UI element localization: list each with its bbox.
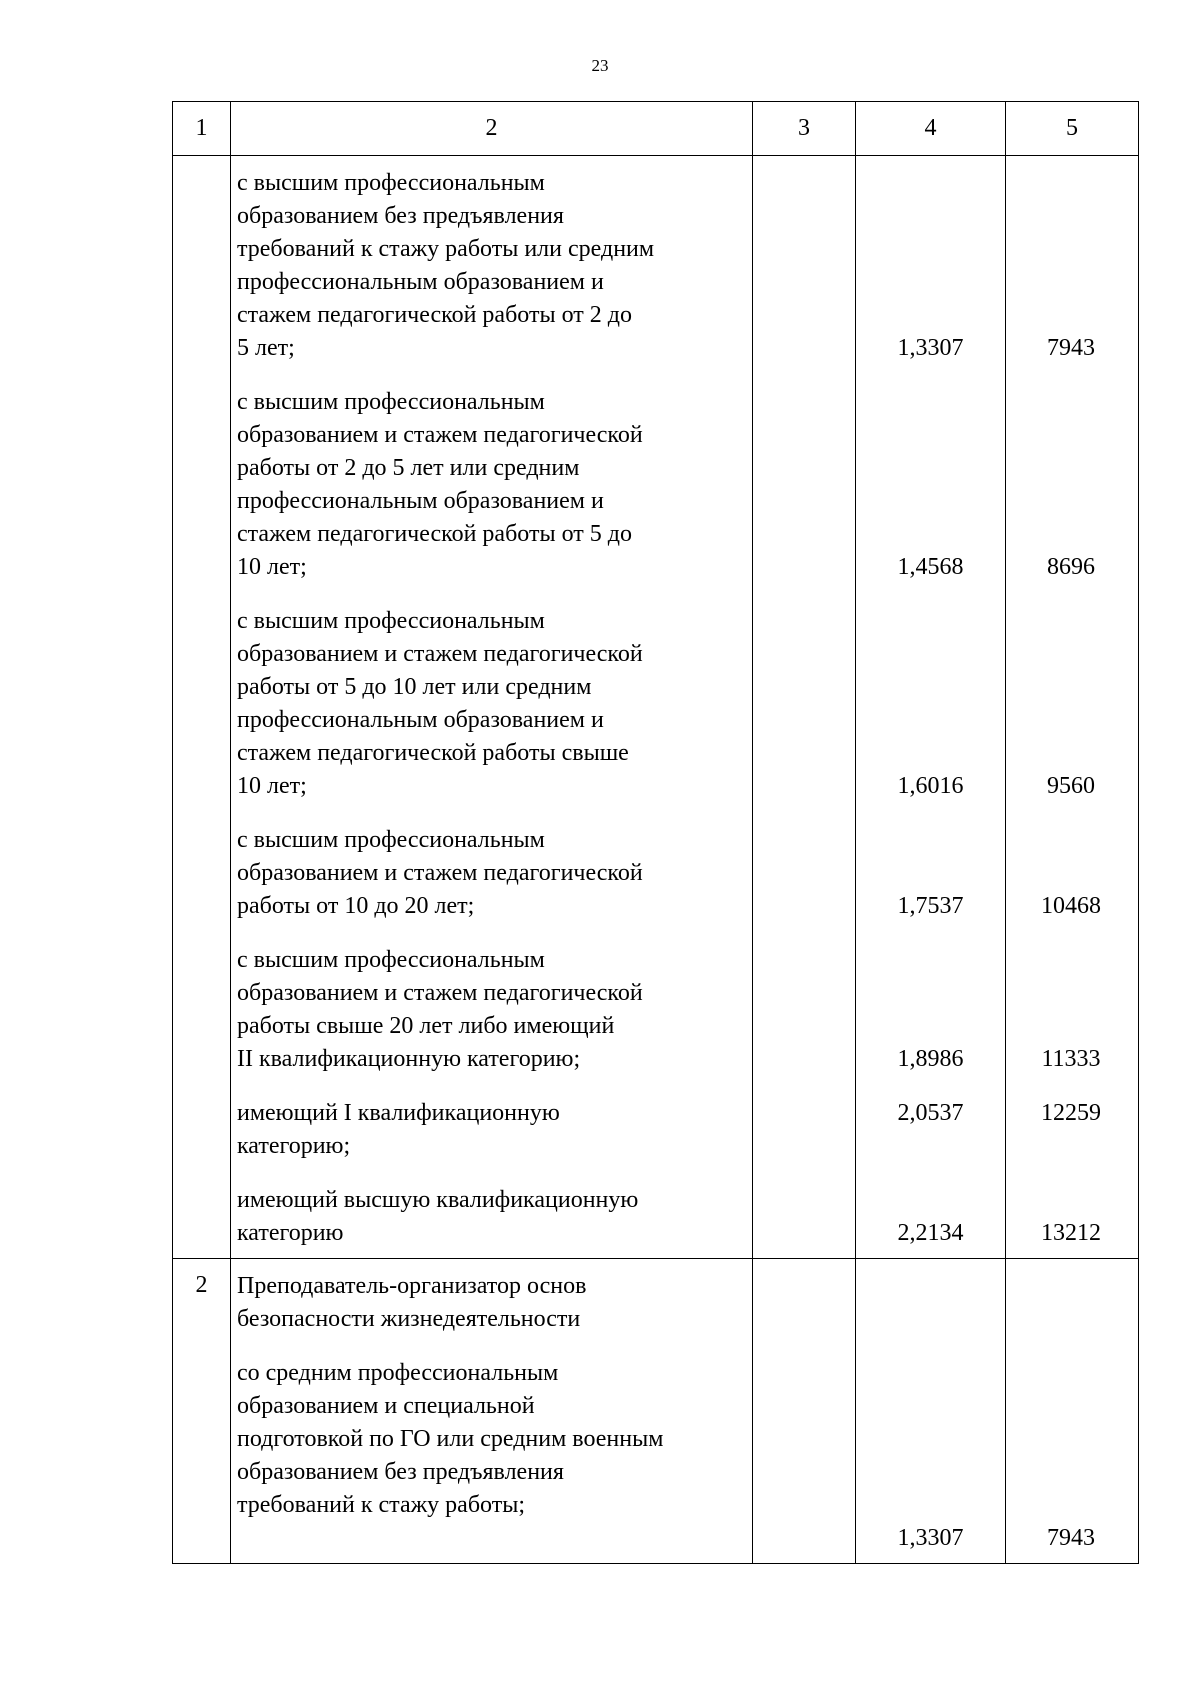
row-number bbox=[173, 156, 231, 1259]
text-line: требований к стажу работы; bbox=[237, 1492, 525, 1518]
qualification-item bbox=[237, 824, 746, 923]
salary-value: 10468 bbox=[1041, 893, 1101, 919]
header-row bbox=[173, 102, 1139, 156]
column-3-cell bbox=[753, 1259, 856, 1564]
coefficient-value: 1,4568 bbox=[897, 554, 964, 580]
row-number: 2 bbox=[173, 1259, 231, 1564]
salary-value: 7943 bbox=[1047, 1525, 1095, 1551]
salary-value: 8696 bbox=[1047, 554, 1095, 580]
coefficient-cell bbox=[856, 1259, 1006, 1564]
text-line: с высшим профессиональным bbox=[237, 170, 545, 196]
salary-table bbox=[172, 101, 1139, 1564]
text-line: стажем педагогической работы от 2 до bbox=[237, 302, 632, 328]
header-cell-4: 4 bbox=[856, 102, 1006, 156]
text-line: образованием и специальной bbox=[237, 1393, 535, 1419]
text-line: категорию; bbox=[237, 1133, 351, 1159]
text-line: подготовкой по ГО или средним военным bbox=[237, 1426, 664, 1452]
qualification-item bbox=[237, 944, 746, 1076]
text-line: с высшим профессиональным bbox=[237, 389, 545, 415]
text-line: профессиональным образованием и bbox=[237, 269, 604, 295]
header-cell-1: 1 bbox=[173, 102, 231, 156]
text-line: работы от 5 до 10 лет или средним bbox=[237, 674, 592, 700]
text-line: профессиональным образованием и bbox=[237, 707, 604, 733]
text-line: безопасности жизнедеятельности bbox=[237, 1306, 581, 1332]
text-line: образованием и стажем педагогической bbox=[237, 641, 643, 667]
text-line: образованием и стажем педагогической bbox=[237, 860, 643, 886]
text-line: с высшим профессиональным bbox=[237, 608, 545, 634]
text-line: с высшим профессиональным bbox=[237, 827, 545, 853]
text-line: образованием и стажем педагогической bbox=[237, 422, 643, 448]
text-line: стажем педагогической работы от 5 до bbox=[237, 521, 632, 547]
header-cell-5: 5 bbox=[1006, 102, 1139, 156]
table-row bbox=[173, 156, 1139, 1259]
salary-value: 12259 bbox=[1041, 1100, 1101, 1126]
salary-value: 9560 bbox=[1047, 773, 1095, 799]
table-row bbox=[173, 1259, 1139, 1564]
text-line: требований к стажу работы или средним bbox=[237, 236, 655, 262]
qualification-item bbox=[237, 1097, 746, 1163]
text-line: категорию bbox=[237, 1220, 344, 1246]
salary-value: 7943 bbox=[1047, 335, 1095, 361]
coefficient-value: 1,8986 bbox=[897, 1046, 964, 1072]
qualification-item bbox=[237, 386, 746, 584]
coefficient-value: 2,2134 bbox=[897, 1220, 964, 1246]
text-line: 10 лет; bbox=[237, 554, 307, 580]
coefficient-cell bbox=[856, 156, 1006, 1259]
position-description bbox=[231, 156, 753, 1259]
salary-cell bbox=[1006, 156, 1139, 1259]
coefficient-value: 2,0537 bbox=[897, 1100, 964, 1126]
text-line: стажем педагогической работы свыше bbox=[237, 740, 629, 766]
text-line: имеющий I квалификационную bbox=[237, 1100, 560, 1126]
qualification-item bbox=[237, 605, 746, 803]
qualification-item bbox=[237, 167, 746, 365]
qualification-item bbox=[237, 1184, 746, 1250]
column-3-cell bbox=[753, 156, 856, 1259]
text-line: работы свыше 20 лет либо имеющий bbox=[237, 1013, 615, 1039]
text-line: имеющий высшую квалификационную bbox=[237, 1187, 639, 1213]
text-line: образованием без предъявления bbox=[237, 203, 564, 229]
position-title bbox=[237, 1270, 746, 1336]
text-line: работы от 10 до 20 лет; bbox=[237, 893, 475, 919]
header-cell-2: 2 bbox=[231, 102, 753, 156]
coefficient-value: 1,3307 bbox=[897, 1525, 964, 1551]
coefficient-value: 1,7537 bbox=[897, 893, 964, 919]
text-line: образованием без предъявления bbox=[237, 1459, 564, 1485]
text-line: Преподаватель-организатор основ bbox=[237, 1273, 587, 1299]
position-description bbox=[231, 1259, 753, 1564]
qualification-item bbox=[237, 1357, 746, 1522]
text-line: 5 лет; bbox=[237, 335, 295, 361]
text-line: с высшим профессиональным bbox=[237, 947, 545, 973]
header-cell-3: 3 bbox=[753, 102, 856, 156]
page-number: 23 bbox=[591, 56, 609, 75]
text-line: 10 лет; bbox=[237, 773, 307, 799]
coefficient-value: 1,3307 bbox=[897, 335, 964, 361]
text-line: II квалификационную категорию; bbox=[237, 1046, 581, 1072]
salary-cell bbox=[1006, 1259, 1139, 1564]
text-line: работы от 2 до 5 лет или средним bbox=[237, 455, 580, 481]
coefficient-value: 1,6016 bbox=[897, 773, 964, 799]
text-line: профессиональным образованием и bbox=[237, 488, 604, 514]
text-line: со средним профессиональным bbox=[237, 1360, 559, 1386]
salary-value: 11333 bbox=[1041, 1046, 1101, 1072]
salary-value: 13212 bbox=[1041, 1220, 1101, 1246]
text-line: образованием и стажем педагогической bbox=[237, 980, 643, 1006]
